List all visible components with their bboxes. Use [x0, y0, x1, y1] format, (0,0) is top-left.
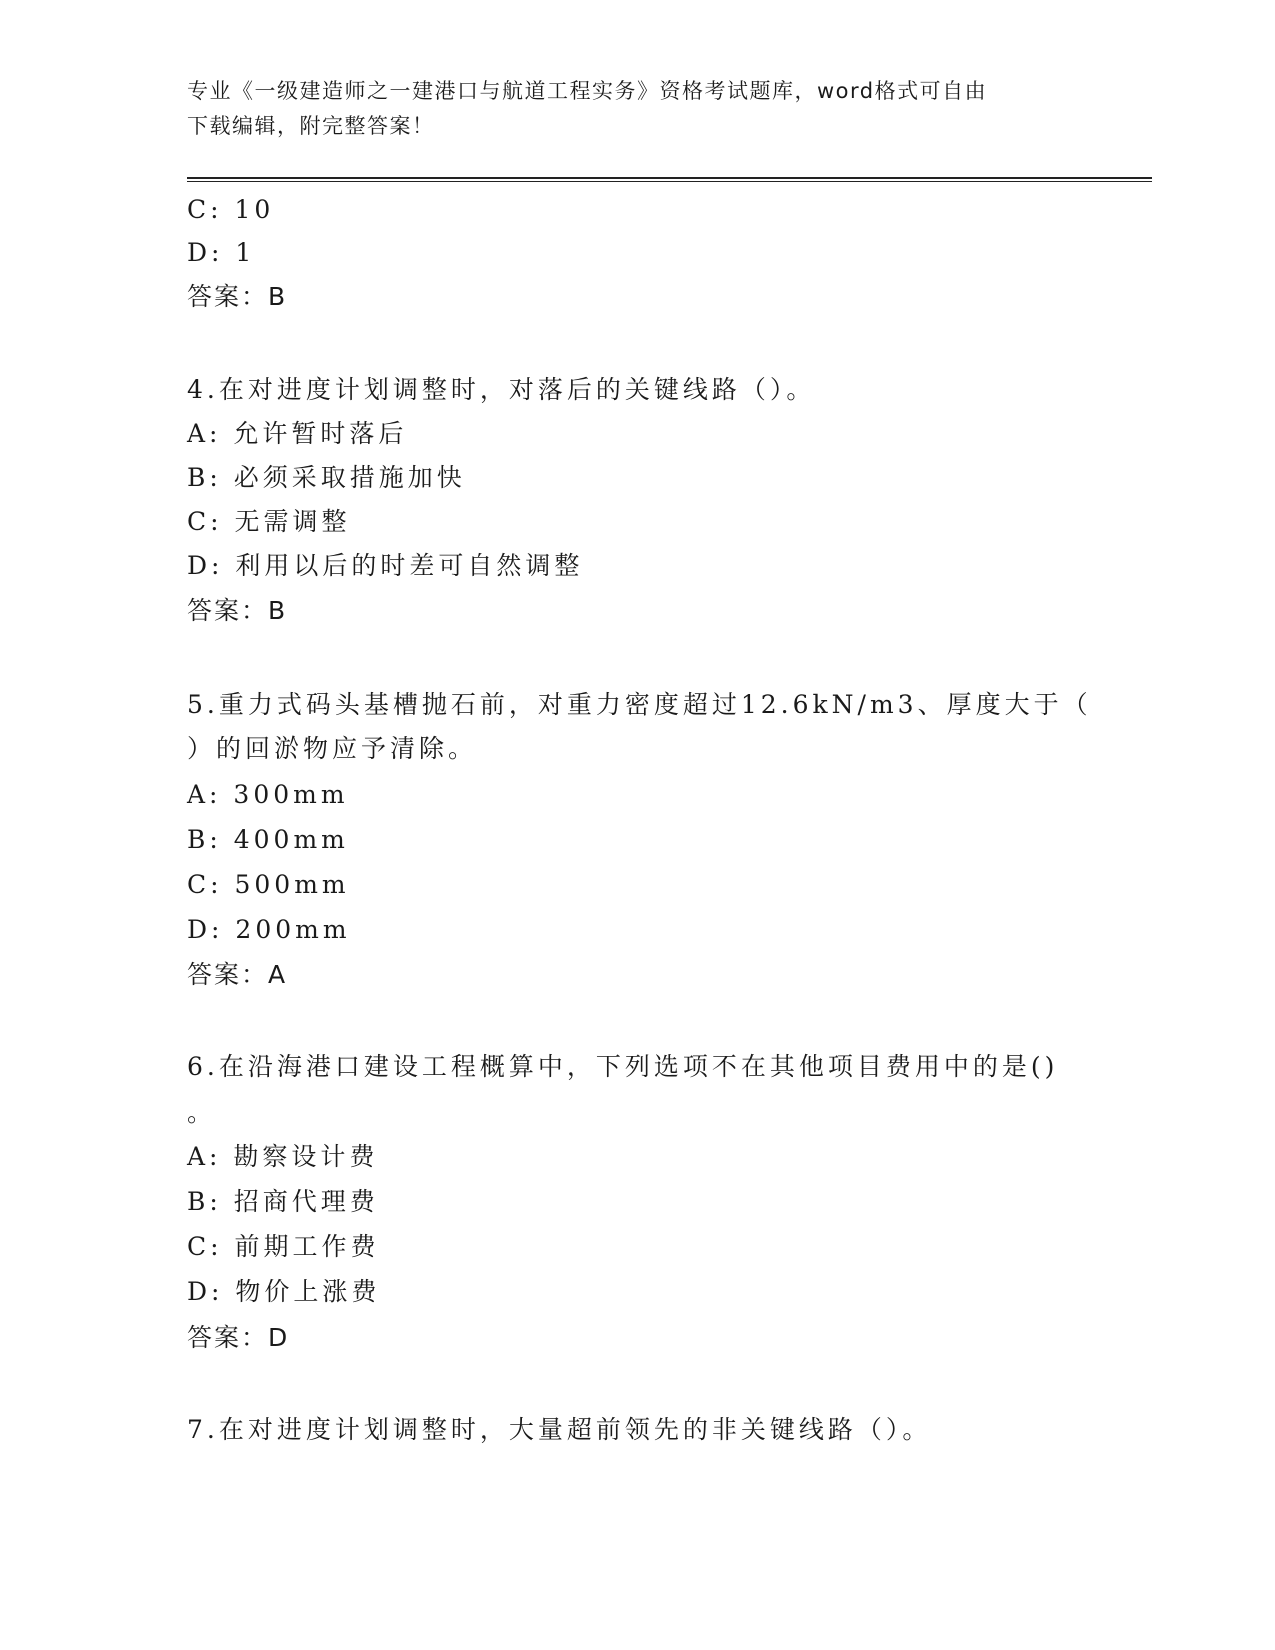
q5-option-b: B: 400mm — [187, 825, 349, 854]
q5-option-c: C: 500mm — [187, 870, 350, 899]
q6-stem-line-1: 6.在沿海港口建设工程概算中，下列选项不在其他项目费用中的是() — [187, 1052, 1059, 1081]
q6-option-c: C: 前期工作费 — [187, 1232, 380, 1261]
header-line-2: 下载编辑，附完整答案！ — [187, 114, 435, 138]
q4-option-d: D: 利用以后的时差可自然调整 — [187, 551, 584, 580]
q3-answer: 答案：B — [187, 282, 288, 311]
q3-option-d: D: 1 — [187, 238, 256, 267]
q6-option-d: D: 物价上涨费 — [187, 1277, 381, 1306]
q4-answer: 答案：B — [187, 596, 288, 625]
q6-stem-line-2: 。 — [187, 1098, 217, 1127]
q6-option-a: A: 勘察设计费 — [187, 1142, 379, 1171]
q7-stem: 7.在对进度计划调整时，大量超前领先的非关键线路（）。 — [187, 1415, 932, 1444]
header-divider — [187, 177, 1152, 182]
page-header — [187, 74, 1087, 144]
q3-option-c: C: 10 — [187, 195, 275, 224]
q4-option-a: A: 允许暂时落后 — [187, 419, 408, 448]
q5-option-a: A: 300mm — [187, 780, 349, 809]
q5-option-d: D: 200mm — [187, 915, 351, 944]
q4-option-c: C: 无需调整 — [187, 507, 351, 536]
q4-option-b: B: 必须采取措施加快 — [187, 463, 466, 492]
q5-stem-line-2: ）的回淤物应予清除。 — [187, 734, 478, 763]
q6-option-b: B: 招商代理费 — [187, 1187, 379, 1216]
header-line-1: 专业《一级建造师之一建港口与航道工程实务》资格考试题库，word格式可自由 — [187, 79, 988, 103]
q6-answer: 答案：D — [187, 1323, 290, 1352]
q4-stem: 4.在对进度计划调整时，对落后的关键线路（）。 — [187, 375, 816, 404]
q5-stem-line-1: 5.重力式码头基槽抛石前，对重力密度超过12.6kN/m3、厚度大于（ — [187, 690, 1092, 719]
q5-answer: 答案：A — [187, 960, 288, 989]
